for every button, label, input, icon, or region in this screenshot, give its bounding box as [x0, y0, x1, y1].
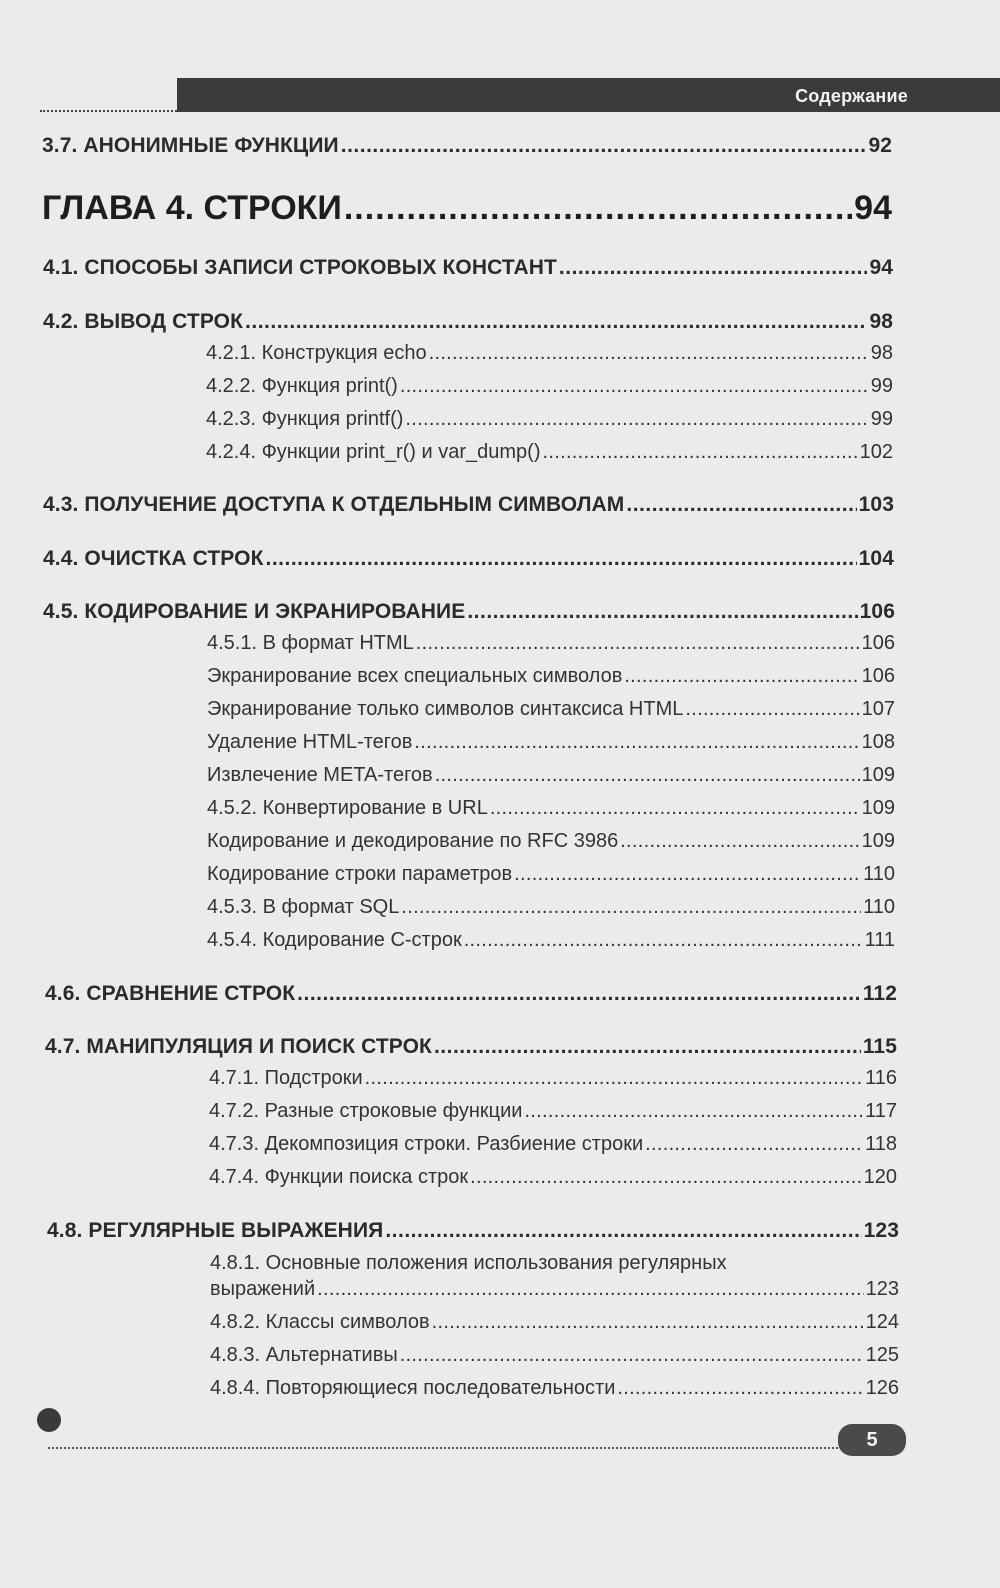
toc-entry-page: 110: [863, 863, 895, 885]
toc-subentry: [207, 731, 895, 754]
toc-entry-title: 4.2.4. Функции print_r() и var_dump(): [206, 441, 541, 463]
leader-dots: [435, 764, 860, 787]
toc-entry-page: 94: [869, 256, 893, 279]
leader-dots: [414, 731, 859, 754]
toc-entry-title: 4.5.4. Кодирование С-строк: [207, 929, 462, 951]
leader-dots: [543, 441, 858, 464]
toc-entry-page: 125: [865, 1344, 899, 1366]
toc-entry-title: 4.1. СПОСОБЫ ЗАПИСИ СТРОКОВЫХ КОНСТАНТ: [43, 256, 557, 279]
toc-entry-title: Экранирование всех специальных символов: [207, 665, 623, 687]
toc-entry-title: 4.7.2. Разные строковые функции: [209, 1100, 523, 1122]
toc-entry-page: 117: [865, 1100, 897, 1122]
running-header-bar: [177, 78, 1000, 112]
toc-entry-title: Кодирование и декодирование по RFC 3986: [207, 830, 619, 852]
toc-entry: [43, 310, 893, 334]
toc-entry: [43, 256, 893, 280]
toc-subentry: [207, 929, 895, 952]
toc-subentry: [206, 342, 893, 365]
toc-subentry: [207, 896, 895, 919]
leader-dots: [626, 493, 856, 517]
toc-subentry: [209, 1100, 897, 1123]
running-header-title: Содержание: [795, 86, 908, 106]
toc-entry-page: 126: [865, 1377, 899, 1399]
page-number-badge: 5: [838, 1424, 906, 1456]
leader-dots: [432, 1311, 864, 1334]
toc-entry-page: 118: [865, 1133, 897, 1155]
toc-entry-title: Экранирование только символов синтаксиса HTML: [207, 698, 684, 720]
toc-entry-page: 116: [865, 1067, 897, 1089]
toc-entry-page: 94: [854, 189, 892, 227]
toc-subentry-first-line: 4.8.1. Основные положения использования регулярных: [210, 1252, 727, 1274]
toc-entry-page: 98: [870, 342, 893, 364]
toc-entry-page: 120: [863, 1166, 897, 1188]
leader-dots: [317, 1278, 863, 1301]
toc-entry-title: ГЛАВА 4. СТРОКИ: [42, 189, 342, 227]
toc-entry: [42, 134, 892, 158]
header-dotted-rule: [40, 110, 177, 112]
toc-entry-page: 104: [858, 547, 894, 570]
toc-entry-title: 4.5. КОДИРОВАНИЕ И ЭКРАНИРОВАНИЕ: [43, 600, 466, 623]
leader-dots: [266, 547, 857, 571]
toc-entry-title: 3.7. АНОНИМНЫЕ ФУНКЦИИ: [42, 134, 339, 157]
leader-dots: [385, 1219, 861, 1243]
leader-dots: [467, 600, 857, 624]
toc-entry: [43, 547, 894, 571]
toc-subentry: [206, 375, 893, 398]
toc-entry-page: 99: [870, 408, 893, 430]
toc-subentry: [207, 863, 895, 886]
toc-entry-page: 106: [861, 665, 895, 687]
toc-entry-page: 123: [865, 1278, 899, 1300]
toc-subentry: [206, 408, 893, 431]
leader-dots: [645, 1133, 863, 1156]
toc-entry-page: 107: [861, 698, 895, 720]
toc-entry-title: 4.5.3. В формат SQL: [207, 896, 400, 918]
footer-bullet-icon: [37, 1408, 61, 1432]
leader-dots: [620, 830, 859, 853]
toc-entry: [45, 982, 897, 1006]
toc-subentry: [209, 1133, 897, 1156]
leader-dots: [617, 1377, 863, 1400]
toc-subentry: [209, 1166, 897, 1189]
leader-dots: [559, 256, 868, 280]
toc-entry-page: 108: [861, 731, 895, 753]
toc-subentry: [207, 632, 895, 655]
toc-entry-title: 4.7.4. Функции поиска строк: [209, 1166, 469, 1188]
toc-entry-page: 124: [865, 1311, 899, 1333]
leader-dots: [344, 189, 852, 228]
toc-chapter-entry: [42, 189, 892, 228]
toc-subentry: [210, 1278, 899, 1301]
toc-entry-title: 4.2. ВЫВОД СТРОК: [43, 310, 244, 333]
toc-entry-page: 106: [859, 600, 895, 623]
leader-dots: [400, 1344, 864, 1367]
toc-entry-page: 102: [859, 441, 893, 463]
leader-dots: [434, 1035, 861, 1059]
toc-entry-title: 4.2.3. Функция printf(): [206, 408, 404, 430]
toc-entry-title: 4.2.2. Функция print(): [206, 375, 398, 397]
leader-dots: [245, 310, 867, 334]
toc-subentry: [210, 1311, 899, 1334]
leader-dots: [490, 797, 860, 820]
toc-entry-title: 4.6. СРАВНЕНИЕ СТРОК: [45, 982, 296, 1005]
toc-entry-title: 4.7. МАНИПУЛЯЦИЯ И ПОИСК СТРОК: [45, 1035, 432, 1058]
toc-entry-page: 112: [862, 982, 897, 1005]
leader-dots: [470, 1166, 862, 1189]
leader-dots: [416, 632, 860, 655]
toc-subentry: [210, 1377, 899, 1400]
toc-entry-title: 4.7.1. Подстроки: [209, 1067, 363, 1089]
leader-dots: [365, 1067, 863, 1090]
leader-dots: [514, 863, 861, 886]
toc-subentry: [209, 1067, 897, 1090]
leader-dots: [429, 342, 869, 365]
toc-entry: [43, 600, 895, 624]
toc-subentry: [207, 830, 895, 853]
leader-dots: [524, 1100, 863, 1123]
toc-entry: [45, 1035, 897, 1059]
toc-entry-title: Извлечение META-тегов: [207, 764, 433, 786]
toc-entry-title: Удаление HTML-тегов: [207, 731, 413, 753]
toc-entry-page: 103: [858, 493, 894, 516]
leader-dots: [297, 982, 861, 1006]
toc-entry-page: 109: [861, 830, 895, 852]
leader-dots: [685, 698, 859, 721]
toc-entry-page: 110: [863, 896, 895, 918]
toc-entry: [47, 1219, 899, 1243]
toc-entry-title: 4.5.1. В формат HTML: [207, 632, 414, 654]
leader-dots: [405, 408, 868, 431]
toc-entry-title: Кодирование строки параметров: [207, 863, 513, 885]
toc-entry-page: 98: [869, 310, 893, 333]
toc-entry-page: 123: [863, 1219, 899, 1242]
toc-entry-page: 109: [861, 764, 895, 786]
toc-entry-page: 115: [862, 1035, 897, 1058]
toc-entry-title: 4.5.2. Конвертирование в URL: [207, 797, 488, 819]
toc-subentry: [210, 1344, 899, 1367]
toc-entry-title: 4.8. РЕГУЛЯРНЫЕ ВЫРАЖЕНИЯ: [47, 1219, 384, 1242]
toc-entry-title: 4.8.4. Повторяющиеся последовательности: [210, 1377, 616, 1399]
toc-entry-title: выражений: [210, 1278, 316, 1300]
toc-entry-title: 4.3. ПОЛУЧЕНИЕ ДОСТУПА К ОТДЕЛЬНЫМ СИМВОЛАМ: [43, 493, 625, 516]
toc-entry-page: 109: [861, 797, 895, 819]
toc-entry: [43, 493, 894, 517]
toc-subentry: [207, 665, 895, 688]
toc-entry-page: 99: [870, 375, 893, 397]
footer-dotted-rule: [48, 1447, 838, 1449]
leader-dots: [401, 896, 861, 919]
leader-dots: [464, 929, 863, 952]
toc-entry-page: 111: [864, 929, 895, 951]
toc-entry-title: 4.8.2. Классы символов: [210, 1311, 430, 1333]
leader-dots: [624, 665, 859, 688]
toc-entry-title: 4.2.1. Конструкция echo: [206, 342, 427, 364]
toc-subentry: [206, 441, 893, 464]
toc-entry-page: 92: [868, 134, 892, 157]
toc-entry-page: 106: [861, 632, 895, 654]
toc-subentry: [207, 764, 895, 787]
toc-subentry: [207, 698, 895, 721]
toc-entry-title: 4.8.3. Альтернативы: [210, 1344, 398, 1366]
toc-entry-title: 4.4. ОЧИСТКА СТРОК: [43, 547, 264, 570]
toc-entry-title: 4.7.3. Декомпозиция строки. Разбиение строки: [209, 1133, 644, 1155]
toc-subentry: [207, 797, 895, 820]
leader-dots: [400, 375, 869, 398]
leader-dots: [341, 134, 867, 158]
